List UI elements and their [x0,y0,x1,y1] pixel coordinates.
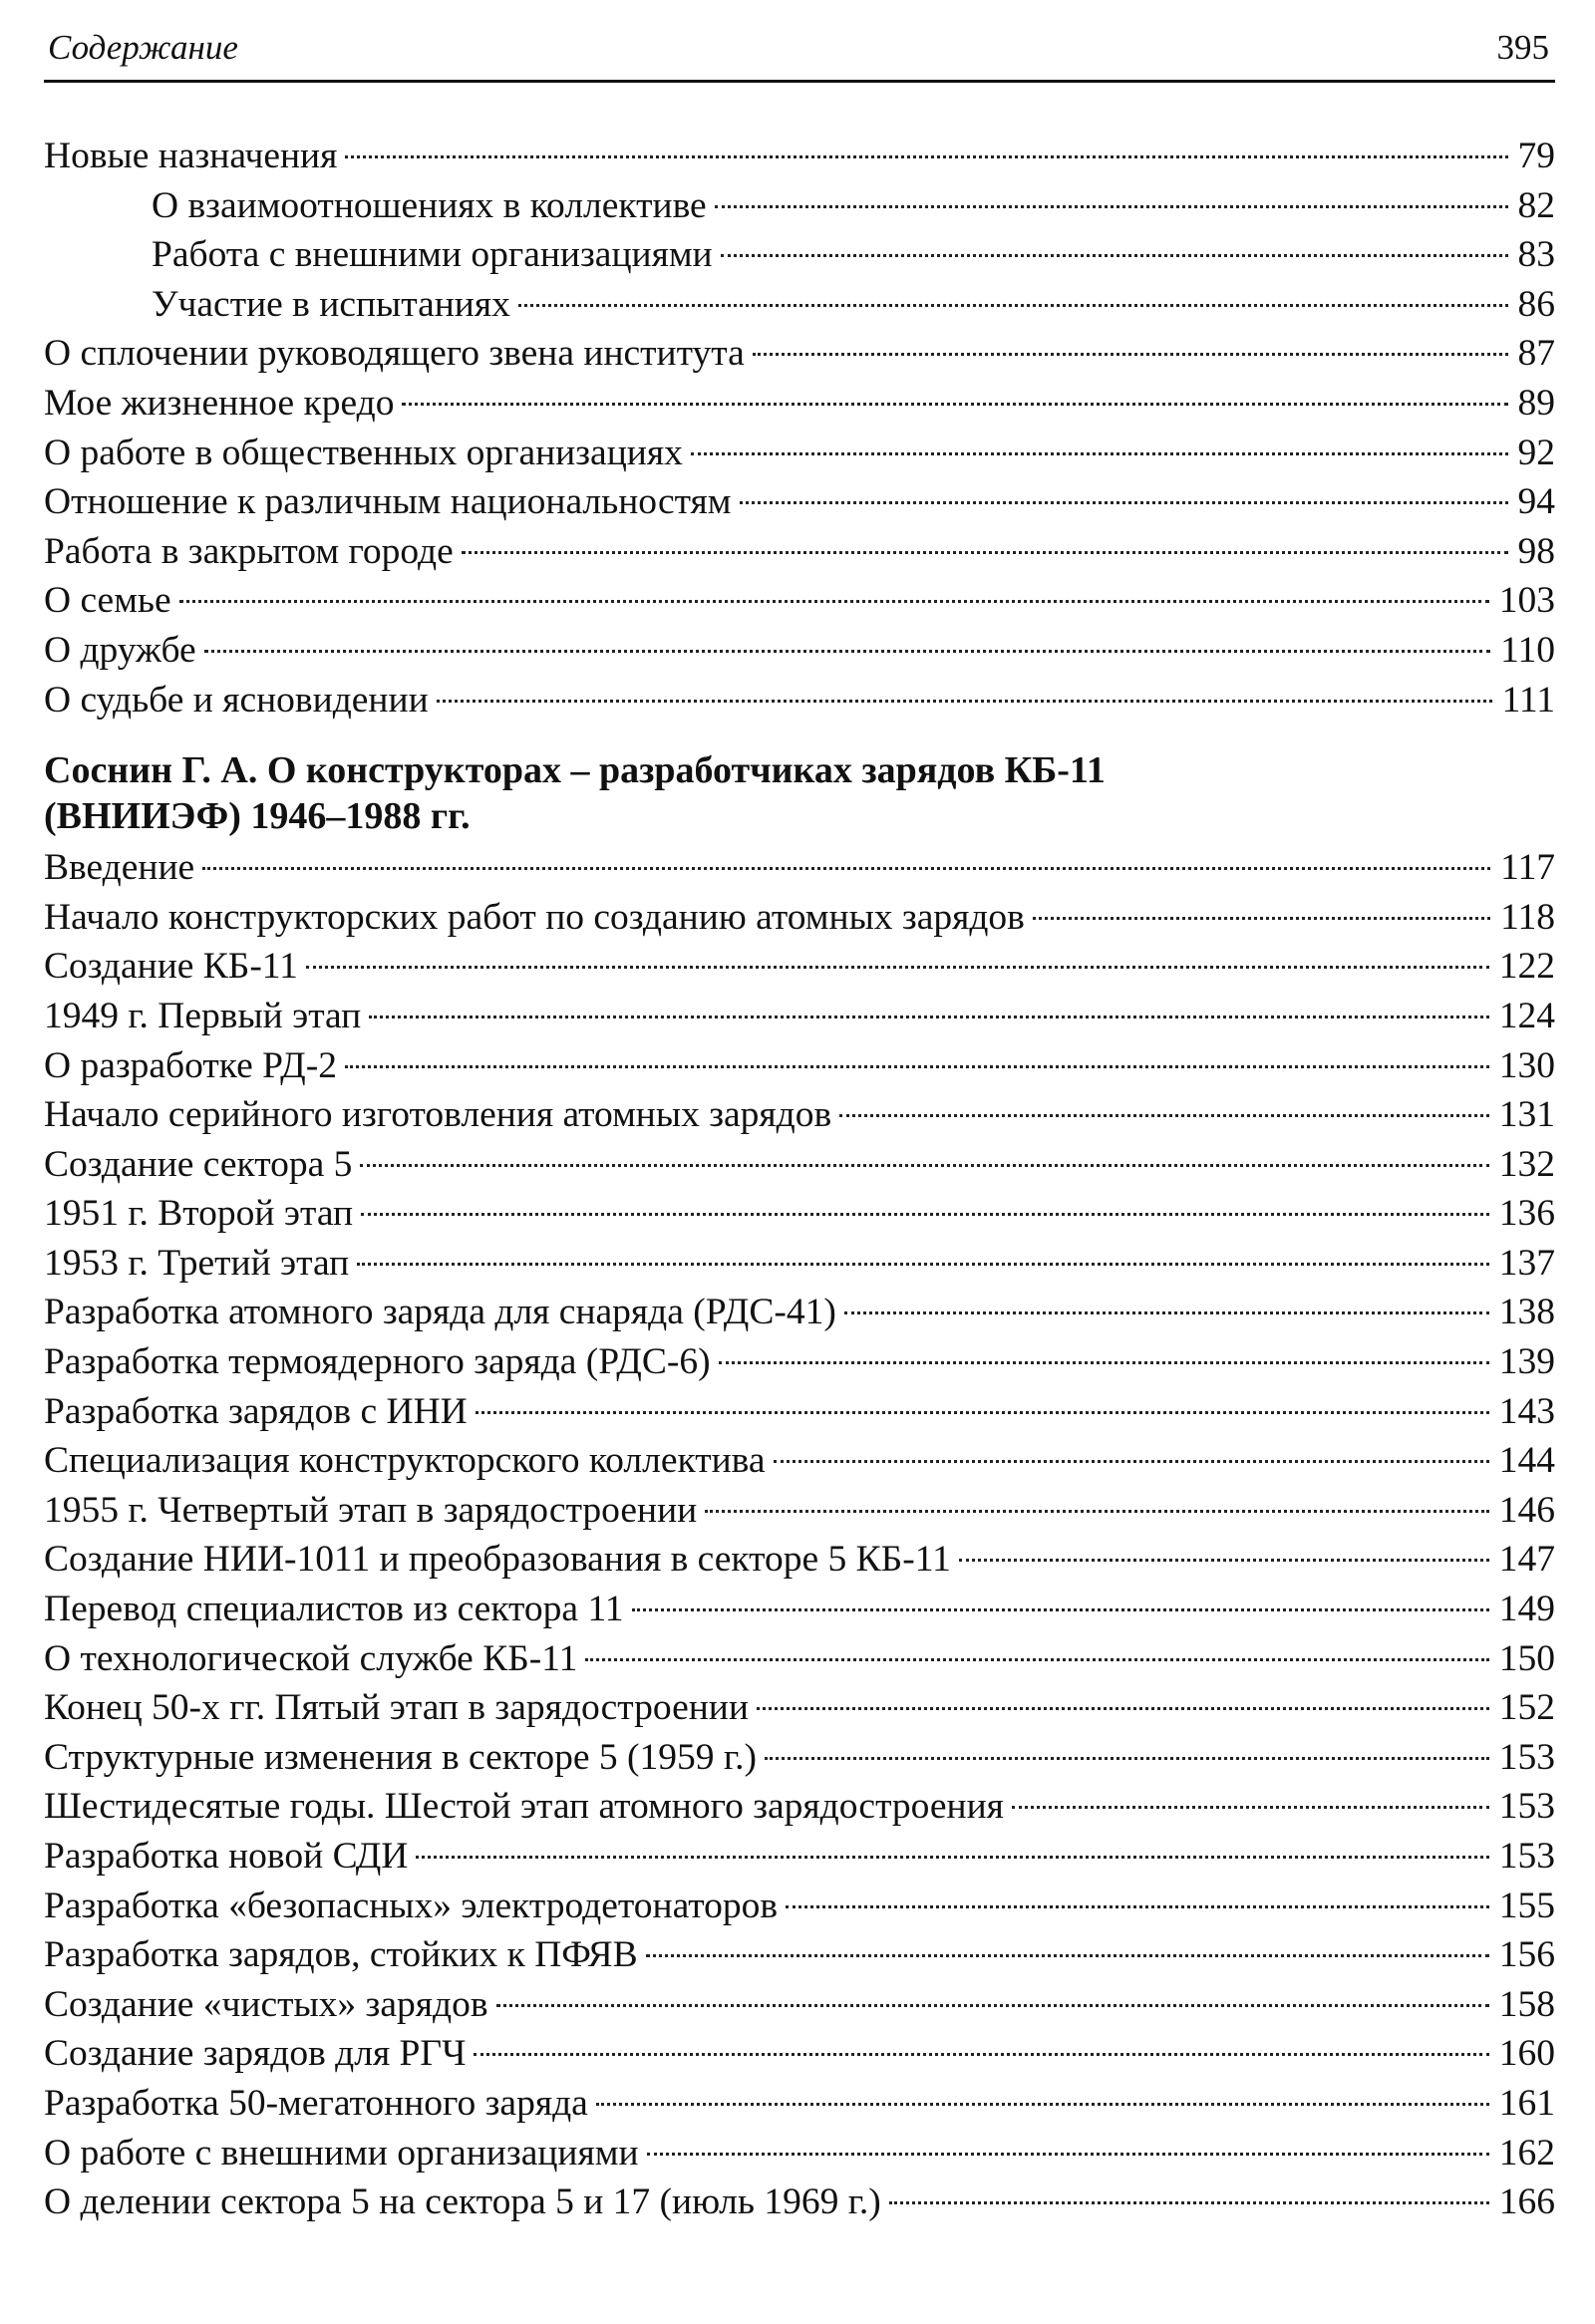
dot-leader [476,1411,1489,1414]
toc-entry-title: 1949 г. Первый этап [44,995,362,1036]
toc-entry [44,280,1555,330]
dot-leader [1012,1806,1489,1809]
dot-leader [719,1361,1489,1364]
toc-entry-title: О судьбе и ясновидении [44,679,429,721]
toc-entry-title: О дружбе [44,629,196,671]
dot-leader [647,2153,1489,2156]
toc-entry-title: Создание НИИ-1011 и преобразования в секторе 5 КБ-11 [44,1539,951,1581]
toc-entry-title: Работа с внешними организациями [152,234,713,276]
dot-leader [306,966,1489,969]
dot-leader [774,1460,1489,1463]
toc-entry [44,379,1555,429]
toc-entry [44,1535,1555,1585]
section-heading [44,747,1555,839]
toc-entry-page: 79 [1517,136,1555,176]
toc-entry [44,1683,1555,1733]
toc-entry-title: Структурные изменения в секторе 5 (1959 г.) [44,1736,757,1778]
toc-entry-page: 86 [1517,283,1555,325]
toc-entry-page: 89 [1517,382,1555,424]
toc-entry [44,942,1555,992]
toc-entry-page: 152 [1498,1687,1555,1729]
toc-entry [44,1239,1555,1289]
toc-entry [44,132,1555,181]
dot-leader [844,1311,1489,1314]
running-title: Содержание [48,28,238,67]
toc-entry-title: 1951 г. Второй этап [44,1193,354,1235]
dot-leader [345,1065,1489,1068]
table-of-contents [44,132,1555,2227]
dot-leader [204,650,1490,653]
toc-entry-title: Конец 50-х гг. Пятый этап в зарядостроении [44,1687,749,1729]
toc-entry-title: Мое жизненное кредо [44,382,395,424]
dot-leader [474,2053,1488,2056]
toc-part-1 [44,132,1555,725]
toc-entry [44,1090,1555,1140]
toc-entry-title: Введение [44,847,195,889]
toc-entry-page: 147 [1498,1539,1555,1581]
toc-entry-title: 1953 г. Третий этап [44,1242,350,1284]
toc-entry [44,1041,1555,1091]
toc-entry-title: Создание «чистых» зарядов [44,1983,488,2025]
toc-entry-page: 118 [1500,896,1555,938]
dot-leader [437,700,1492,703]
toc-entry-page: 130 [1498,1044,1555,1086]
toc-entry-title: 1955 г. Четвертый этап в зарядостроении [44,1489,698,1531]
toc-entry-page: 124 [1498,995,1555,1036]
toc-entry-title: Разработка «безопасных» электродетонаторов [44,1885,779,1926]
toc-entry-title: О работе с внешними организациями [44,2132,639,2174]
page-number: 395 [1496,28,1549,67]
toc-entry [44,1782,1555,1832]
toc-entry [44,992,1555,1041]
dot-leader [889,2201,1489,2204]
toc-entry-page: 87 [1517,333,1555,375]
dot-leader [721,254,1508,257]
toc-entry-page: 111 [1501,679,1555,721]
toc-entry-title: Новые назначения [44,136,338,176]
toc-entry-page: 155 [1498,1885,1555,1926]
section-heading-line-1: Соснин Г. А. О конструкторах – разработчиках зарядов КБ-11 [44,749,1106,792]
dot-leader [360,1164,1488,1167]
dot-leader [518,304,1508,307]
toc-part-2 [44,843,1555,2227]
toc-entry-title: О разработке РД-2 [44,1044,337,1086]
dot-leader [765,1757,1489,1760]
toc-entry [44,1140,1555,1190]
toc-entry-page: 137 [1498,1242,1555,1284]
dot-leader [416,1856,1488,1859]
toc-entry-page: 110 [1500,629,1555,671]
toc-entry-page: 139 [1498,1341,1555,1383]
toc-entry-page: 132 [1498,1143,1555,1185]
toc-entry-page: 153 [1498,1836,1555,1877]
toc-entry-page: 103 [1498,580,1555,622]
toc-entry-page: 92 [1517,432,1555,473]
toc-entry-page: 166 [1498,2181,1555,2223]
toc-entry [44,893,1555,943]
dot-leader [202,867,1490,870]
dot-leader [786,1905,1489,1908]
dot-leader [753,353,1508,356]
dot-leader [361,1213,1489,1216]
toc-entry-page: 122 [1498,946,1555,988]
toc-entry [44,1930,1555,1980]
toc-entry-page: 144 [1498,1440,1555,1482]
dot-leader [646,1954,1489,1957]
toc-entry [44,676,1555,726]
dot-leader [369,1016,1488,1018]
toc-entry-title: О технологической службе КБ-11 [44,1637,578,1679]
toc-entry [44,1189,1555,1239]
toc-entry [44,1733,1555,1783]
dot-leader [632,1608,1489,1611]
toc-entry [44,1882,1555,1931]
dot-leader [402,403,1507,406]
toc-entry [44,1436,1555,1486]
toc-entry [44,1337,1555,1387]
toc-entry-title: Разработка 50-мегатонного заряда [44,2082,588,2124]
toc-entry [44,1980,1555,2030]
toc-entry [44,2029,1555,2079]
toc-entry-page: 83 [1517,234,1555,276]
toc-entry-page: 98 [1517,530,1555,572]
toc-entry-page: 153 [1498,1736,1555,1778]
dot-leader [691,452,1508,455]
dot-leader [959,1559,1489,1562]
toc-entry [44,2079,1555,2129]
toc-entry-title: Разработка термоядерного заряда (РДС-6) [44,1341,711,1383]
dot-leader [757,1707,1489,1710]
toc-entry-title: Перевод специалистов из сектора 11 [44,1589,624,1630]
toc-entry-title: Шестидесятые годы. Шестой этап атомного зарядостроения [44,1786,1004,1828]
toc-entry-title: Начало серийного изготовления атомных зарядов [44,1094,832,1136]
dot-leader [585,1658,1488,1661]
toc-entry-title: Разработка новой СДИ [44,1836,409,1877]
toc-entry-title: Создание КБ-11 [44,946,298,988]
toc-entry-page: 149 [1498,1589,1555,1630]
toc-entry [44,2129,1555,2179]
toc-entry-title: О работе в общественных организациях [44,432,683,473]
toc-entry-page: 143 [1498,1390,1555,1432]
dot-leader [345,155,1507,158]
toc-entry-page: 138 [1498,1292,1555,1333]
toc-entry [44,626,1555,676]
toc-entry-page: 146 [1498,1489,1555,1531]
toc-entry-title: О взаимоотношениях в коллективе [152,184,707,226]
toc-entry-title: Разработка зарядов с ИНИ [44,1390,468,1432]
toc-entry [44,843,1555,893]
toc-entry [44,576,1555,626]
toc-entry [44,230,1555,280]
toc-entry [44,1634,1555,1684]
toc-entry-title: Работа в закрытом городе [44,530,454,572]
toc-entry-page: 131 [1498,1094,1555,1136]
toc-entry [44,429,1555,478]
dot-leader [179,600,1489,603]
toc-entry-page: 160 [1498,2033,1555,2075]
toc-entry-page: 94 [1517,481,1555,523]
toc-entry [44,1585,1555,1634]
toc-entry [44,527,1555,577]
toc-entry [44,1387,1555,1437]
toc-entry-title: Создание сектора 5 [44,1143,353,1185]
dot-leader [357,1263,1489,1266]
dot-leader [462,551,1508,554]
toc-entry-title: Разработка атомного заряда для снаряда (РДС-41) [44,1292,836,1333]
dot-leader [596,2103,1489,2106]
toc-entry-page: 161 [1498,2082,1555,2124]
toc-entry-title: Специализация конструкторского коллектива [44,1440,766,1482]
toc-entry-page: 150 [1498,1637,1555,1679]
toc-entry-page: 156 [1498,1934,1555,1976]
toc-entry [44,329,1555,379]
toc-entry-page: 162 [1498,2132,1555,2174]
toc-entry-page: 158 [1498,1983,1555,2025]
toc-entry-title: О делении сектора 5 на сектора 5 и 17 (июль 1969 г.) [44,2181,881,2223]
toc-entry [44,477,1555,527]
toc-entry-page: 136 [1498,1193,1555,1235]
dot-leader [1033,917,1490,920]
dot-leader [705,1510,1489,1513]
toc-entry [44,1832,1555,1882]
toc-entry-title: О семье [44,580,171,622]
section-heading-line-2: (ВНИИЭФ) 1946–1988 гг. [44,795,471,838]
dot-leader [496,2004,1489,2007]
toc-entry [44,2178,1555,2227]
toc-entry-page: 82 [1517,184,1555,226]
toc-entry-page: 117 [1500,847,1555,889]
toc-entry-title: Участие в испытаниях [152,283,510,325]
running-header [44,24,1555,83]
dot-leader [839,1114,1489,1117]
toc-entry-title: О сплочении руководящего звена института [44,333,745,375]
toc-entry [44,1486,1555,1536]
toc-entry [44,1288,1555,1337]
toc-entry-title: Начало конструкторских работ по созданию атомных зарядов [44,896,1025,938]
dot-leader [715,205,1508,208]
dot-leader [740,501,1508,504]
toc-entry [44,181,1555,231]
toc-entry-title: Создание зарядов для РГЧ [44,2033,467,2075]
toc-entry-title: Отношение к различным национальностям [44,481,732,523]
toc-entry-title: Разработка зарядов, стойких к ПФЯВ [44,1934,638,1976]
toc-entry-page: 153 [1498,1786,1555,1828]
